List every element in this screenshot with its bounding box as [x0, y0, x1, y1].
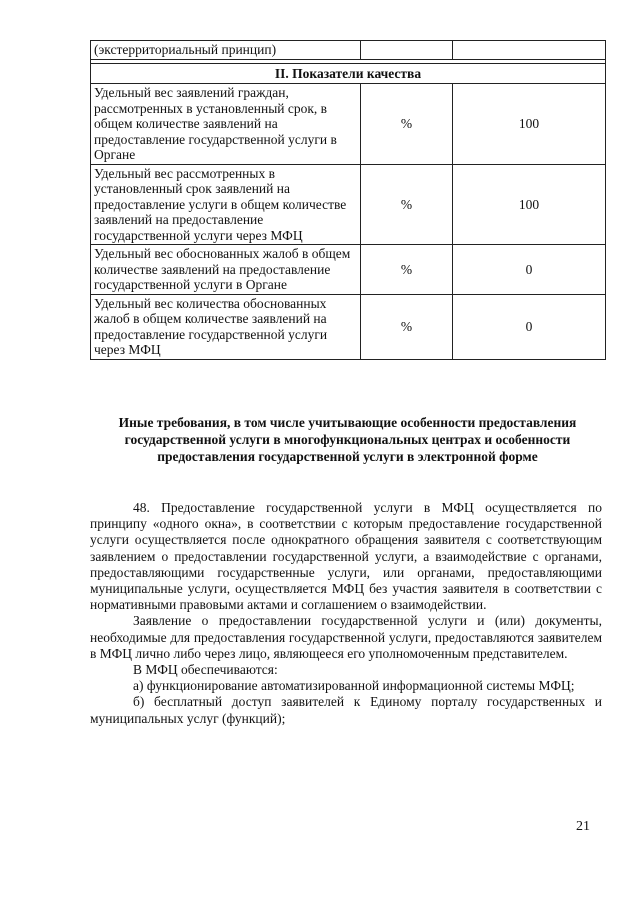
table-row	[91, 41, 606, 60]
paragraph: В МФЦ обеспечиваются:	[133, 662, 278, 678]
indicator-name: Удельный вес заявлений граждан, рассмотренных в установленный срок, в общем количестве заявлений на предоставление государственной услуги в Органе	[91, 84, 361, 165]
indicator-name: Удельный вес обоснованных жалоб в общем количестве заявлений на предоставление государственной услуги в Органе	[91, 245, 361, 295]
indicator-name: Удельный вес рассмотренных в установленный срок заявлений на предоставление услуги в общем количестве заявлений на предоставление государственной услуги через МФЦ	[91, 164, 361, 245]
table-row	[91, 294, 606, 359]
indicator-value: 100	[453, 84, 606, 165]
table-row	[91, 164, 606, 245]
table-row	[91, 84, 606, 165]
indicator-name: Удельный вес количества обоснованных жалоб в общем количестве заявлений на предоставление государственной услуги через МФЦ	[91, 294, 361, 359]
paragraph: 48. Предоставление государственной услуги в МФЦ осуществляется по принципу «одного окна», в соответствии с которым предоставление государственной услуги осуществляется после однократного обращения заявителя с соответствующим заявлением о предоставлении государственной услуги, а взаимодействие с органами, предоставляющими государственные услуги, или органами, предоставляющими муниципальные услуги, осуществляется МФЦ без участия заявителя в соответствии с нормативными правовыми актами и соглашением о взаимодействии.	[90, 500, 602, 613]
indicator-unit: %	[361, 245, 453, 295]
section-title: II. Показатели качества	[91, 63, 606, 84]
indicator-value: 100	[453, 164, 606, 245]
indicator-value: 0	[453, 245, 606, 295]
indicator-unit: %	[361, 164, 453, 245]
table-cell	[453, 41, 606, 60]
table-cell: (экстерриториальный принцип)	[91, 41, 361, 60]
section-heading: Иные требования, в том числе учитывающие особенности предоставления государственной услуги в многофункциональных центрах и особенности предоставления государственной услуги в электронной форме	[118, 415, 577, 464]
page-number: 21	[576, 819, 590, 834]
body-text	[90, 500, 602, 727]
indicator-unit: %	[361, 294, 453, 359]
paragraph: б) бесплатный доступ заявителей к Единому порталу государственных и муниципальных услуг (функций);	[90, 694, 602, 726]
quality-indicators-table	[90, 40, 606, 360]
paragraph: Заявление о предоставлении государственной услуги и (или) документы, необходимые для предоставления государственной услуги, предоставляются заявителем в МФЦ лично либо через лицо, являющееся его уполномоченным представителем.	[90, 613, 602, 661]
table-row	[91, 245, 606, 295]
indicator-value: 0	[453, 294, 606, 359]
table-cell	[361, 41, 453, 60]
indicator-unit: %	[361, 84, 453, 165]
paragraph: а) функционирование автоматизированной информационной системы МФЦ;	[133, 678, 575, 694]
section-row	[91, 63, 606, 84]
